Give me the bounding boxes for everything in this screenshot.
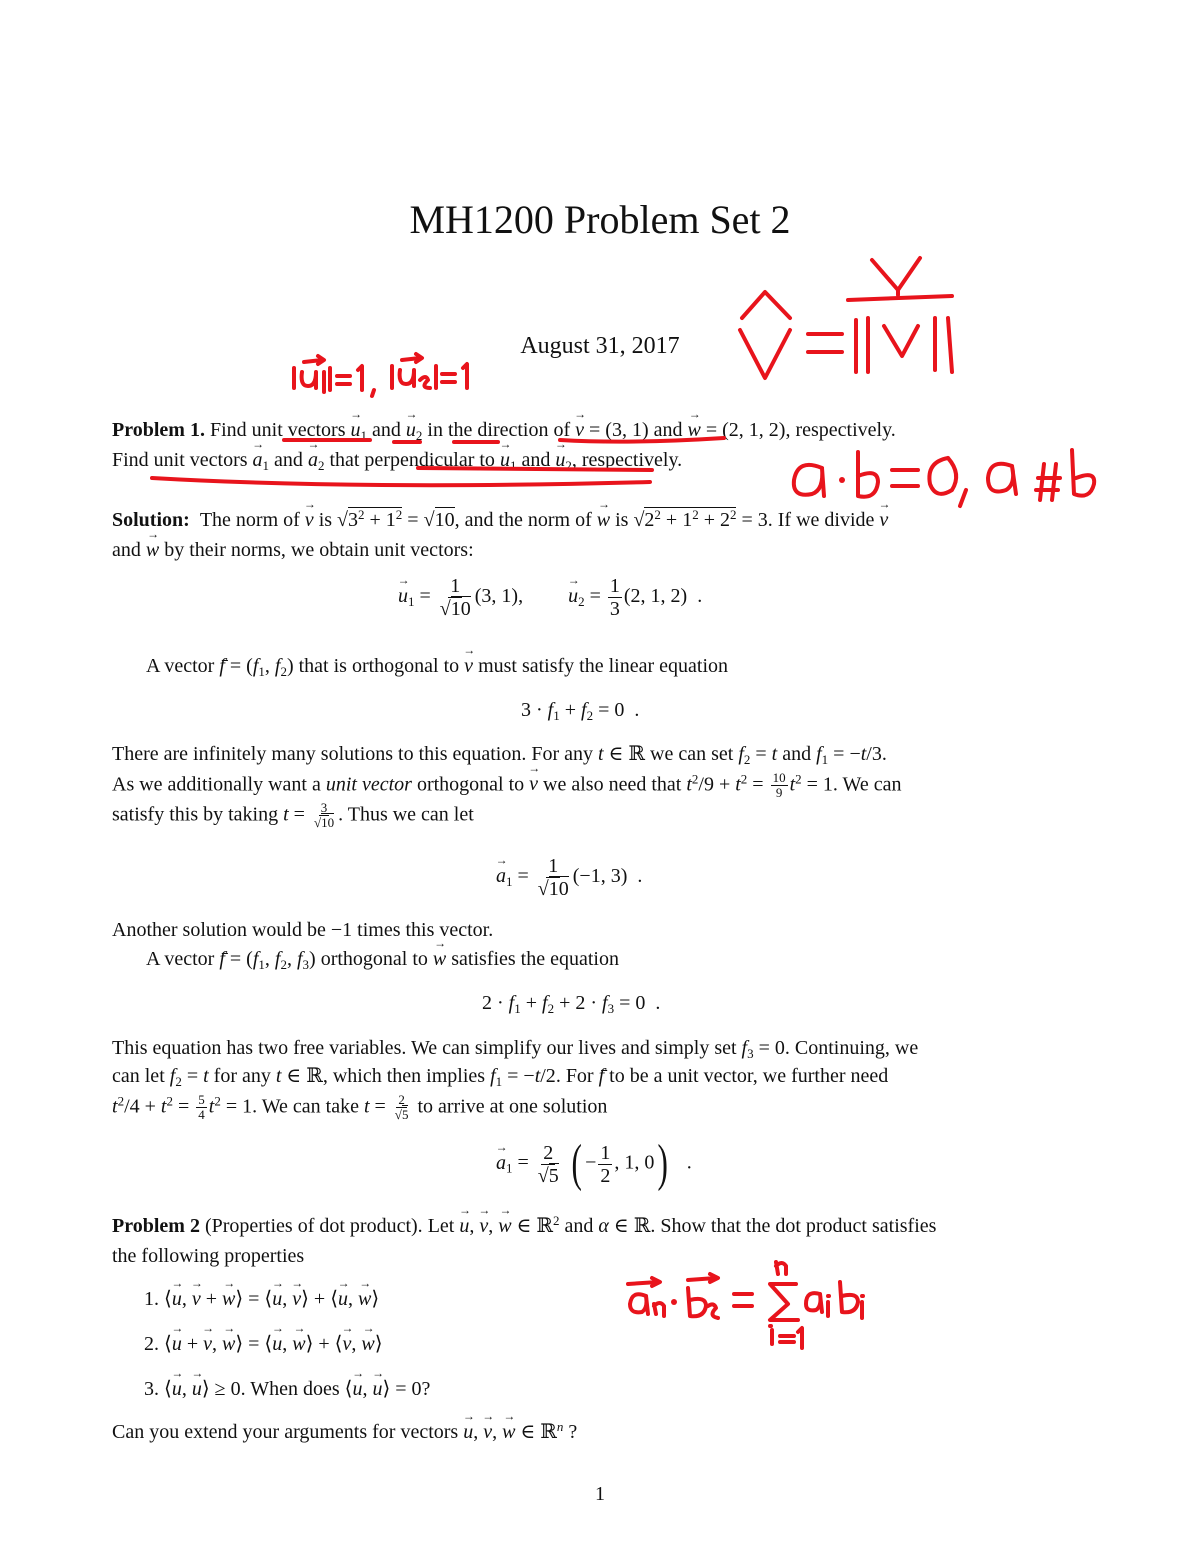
solution-para-f3: A vector f̄ = ($f_1$, $f_2$, $f_3$) orthogonal to → w satisfies the equation (146, 947, 619, 971)
annotation-unit-norms (294, 354, 467, 396)
item-number: 3. (144, 1378, 159, 1400)
problem2-item-2: 2. ⟨→ u + → v, → w⟩ = ⟨→ u, → w⟩ + ⟨→ v, → w⟩ (144, 1332, 383, 1356)
page-title: MH1200 Problem Set 2 (409, 197, 791, 242)
problem2-text: Let (427, 1215, 455, 1237)
problem1-text: and (653, 419, 683, 441)
solution-para-can: can let $f_2 = t$ for any t ∈ ℝ, which then implies $f_1 = -t/2$. For f̄ to be a unit vector, we further need (112, 1065, 889, 1089)
problem1-text: and (274, 449, 303, 471)
problem2-line2: the following properties (112, 1245, 305, 1267)
solution-para-satisfy: satisfy this by taking t = $\frac{3}{√10}$ . Thus we can let (112, 800, 474, 831)
problem1-text: in the direction of (427, 419, 571, 441)
v-value: = (3, 1) (589, 419, 649, 441)
problem1-text: and (372, 419, 401, 441)
solution-text: This equation has two free variables. We can simplify our lives and simply set (112, 1037, 737, 1059)
solution-para-f: A vector f̄ = ($f_1$, $f_2$) that is orthogonal to → v must satisfy the linear equation (146, 654, 728, 678)
problem1-label: Problem 1. (112, 419, 205, 441)
solution-text: and (112, 539, 141, 561)
solution-line2: and → w by their norms, we obtain unit vectors: (112, 538, 474, 562)
annotation-underlines (152, 438, 724, 485)
equation-a1-second: → $a_1$ = $\frac{2}{√5}$ ( − $\frac{1}{2}$ , 1, 0) . (496, 1138, 692, 1190)
problem2-text: ∈ ℝ. Show that the dot product satisfies (613, 1215, 937, 1237)
problem2-label: Problem 2 (112, 1215, 200, 1237)
solution-text: A vector (146, 948, 215, 970)
solution-text: must satisfy the linear equation (478, 655, 729, 677)
solution-text: we also need that (543, 773, 682, 796)
item-number: 2. (144, 1333, 159, 1355)
solution-text: . Continuing, we (784, 1037, 919, 1059)
solution-text: can let (112, 1065, 165, 1087)
solution-text: is (615, 509, 629, 531)
problem1-text: Find unit vectors (112, 449, 248, 471)
w-value: = (2, 1, 2) (705, 419, 786, 441)
problem1-text: that perpendicular to (329, 449, 495, 471)
problem1-text: Find unit vectors (209, 419, 346, 441)
document-date: August 31, 2017 (520, 333, 680, 359)
annotation-dot-product-sum (628, 1262, 863, 1348)
solution-text: we can set (650, 743, 734, 765)
solution-text: satisfies the equation (451, 948, 619, 970)
equation-unit-vectors: → $u_1$ = $\frac{1}{√10}$ (3, 1), → $u_2$ = $\frac{1}{3}$ (2, 1, 2) . (398, 575, 702, 620)
equation-linear-1: $3 \cdot f_1 + f_2 = 0$ . (521, 699, 640, 723)
solution-line1: Solution: The norm of → v is $√3^2 + 1^2 = √10$, and the norm of → w is $√2^2 + 1^2 + 2^2 = 3$. If we divide → v (112, 508, 888, 532)
solution-text: . For (555, 1065, 594, 1087)
solution-text: orthogonal to (416, 773, 525, 796)
problem1-line2: Find unit vectors → $a_1$ and → $a_2$ that perpendicular to → $u_1$ and → $u_2$, respectively. (112, 448, 682, 472)
solution-para-take: $t^2/4 + t^2$ = $\frac{5}{4}$ $t^2 = 1$. We can take t = $\frac{2}{√5}$ to arrive at one solution (112, 1092, 608, 1123)
solution-para-additional: As we additionally want a unit vector orthogonal to → v we also need that $t^2/9 + t^2$ = $\frac{10}{9}$ $t^2 = 1$. We can (112, 771, 901, 801)
equation-linear-2: $2 \cdot f_1 + f_2 + 2 \cdot f_3 = 0$ . (482, 992, 661, 1016)
solution-text: orthogonal to (320, 948, 428, 970)
solution-text: that is orthogonal to (298, 655, 460, 677)
solution-text: satisfy this by taking (112, 803, 279, 826)
unit-vector-emph: unit vector (325, 773, 412, 796)
solution-text: , which then implies (322, 1065, 486, 1087)
solution-text: As we additionally want a (112, 773, 321, 796)
solution-text: by their norms, we obtain unit vectors: (164, 539, 474, 561)
problem2-text: Can you extend your arguments for vectors (112, 1421, 459, 1443)
problem2-text: When does (250, 1378, 340, 1400)
solution-text: for any (213, 1065, 271, 1087)
solution-label: Solution: (112, 509, 190, 531)
solution-text: A vector (146, 655, 215, 677)
problem2-text: (Properties of dot product). (204, 1215, 423, 1237)
solution-text: to arrive at one solution (417, 1095, 608, 1118)
item-number: 1. (144, 1288, 159, 1310)
solution-para-free: This equation has two free variables. We can simplify our lives and simply set $f_3 = 0$. Continuing, we (112, 1037, 919, 1061)
solution-text: to be a unit vector, we further need (609, 1065, 889, 1087)
problem2-text: ? (568, 1421, 578, 1443)
solution-text: and (782, 743, 812, 765)
problem2-item-1: 1. ⟨→ u, → v + → w⟩ = ⟨→ u, → v⟩ + ⟨→ u, → w⟩ (144, 1287, 379, 1311)
problem2-item-3: 3. ⟨→ u, → u⟩ ≥ 0. When does ⟨→ u, → u⟩ = 0? (144, 1377, 430, 1401)
problem1-text: and (521, 449, 551, 471)
problem2-line1: Problem 2 (Properties of dot product). Let → u, → v, → w ∈ ℝ$^2$ and α ∈ ℝ. Show that the dot product satisfies (112, 1214, 936, 1238)
solution-text: . If we divide (767, 509, 875, 531)
solution-text: . Thus we can let (338, 803, 474, 826)
problem2-extend: Can you extend your arguments for vectors → u, → v, → w ∈ ℝ$^n$ ? (112, 1420, 577, 1444)
annotation-perpendicular-condition (794, 450, 1094, 506)
problem1-text: , respectively. (785, 419, 896, 441)
solution-text: , and the norm of (454, 509, 592, 531)
problem1-line1: Problem 1. Find unit vectors → $u_1$ and → $u_2$ in the direction of → v = (3, 1) and → w = (2, 1, 2), respectively. (112, 418, 896, 442)
page-number: 1 (595, 1483, 605, 1505)
solution-text: . We can (832, 773, 902, 796)
solution-text: The norm of (199, 509, 300, 531)
problem2-text: and (564, 1215, 594, 1237)
solution-text: There are infinitely many solutions to this equation. For any (112, 743, 594, 765)
problem1-text: , respectively. (571, 449, 683, 471)
equation-a1: → $a_1$ = $\frac{1}{√10}$ (−1, 3) . (496, 855, 642, 900)
annotation-v-hat-formula (740, 258, 952, 378)
solution-another: Another solution would be −1 times this vector. (112, 919, 494, 941)
solution-para-infinite: There are infinitely many solutions to this equation. For any t ∈ ℝ we can set $f_2 = t$ and $f_1 = -t/3$. (112, 743, 887, 767)
solution-text: . We can take (252, 1095, 359, 1118)
solution-text: is (318, 509, 333, 531)
problem2-text: ∈ ℝ (516, 1215, 554, 1237)
